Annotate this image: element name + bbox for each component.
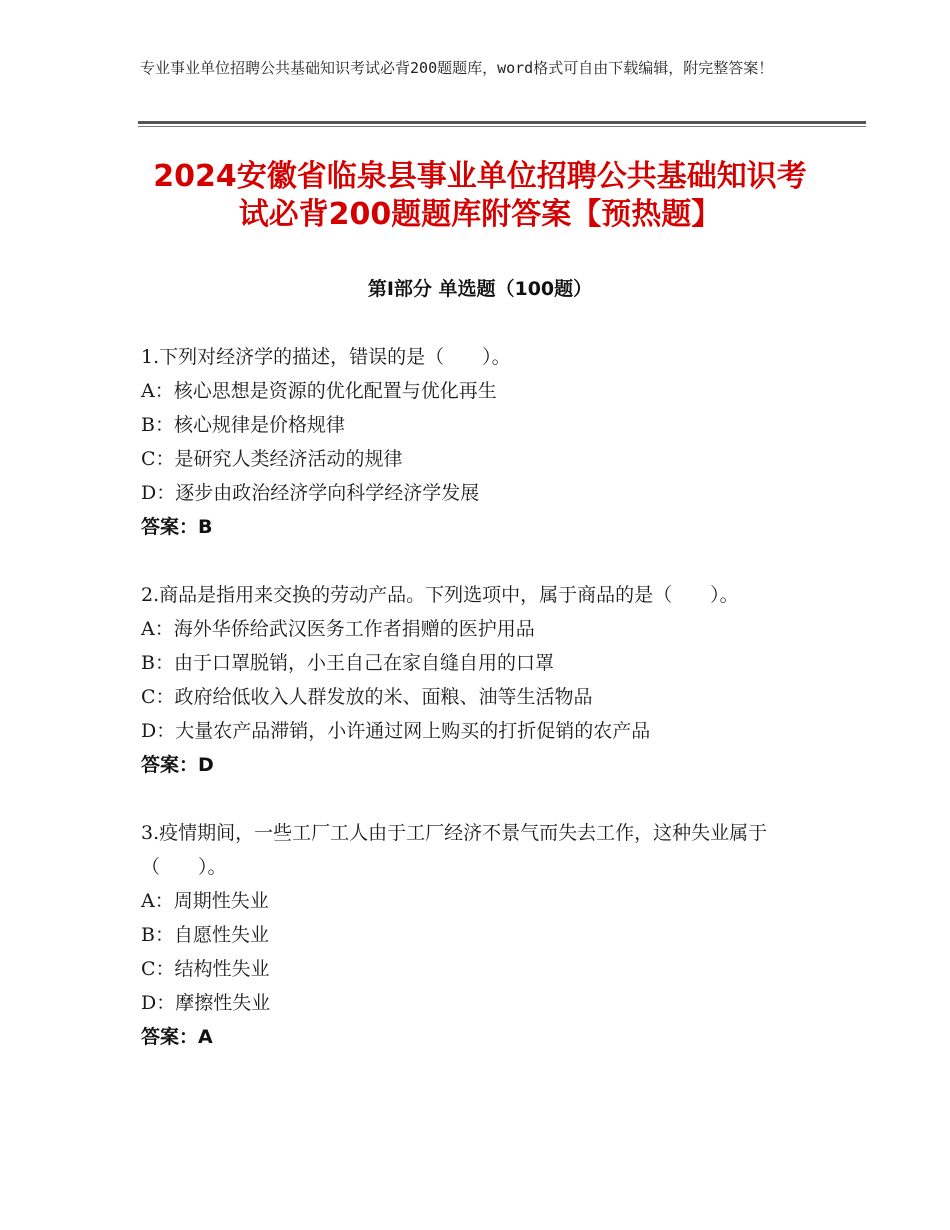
option-c: C：政府给低收入人群发放的米、面粮、油等生活物品: [141, 686, 593, 708]
option-b: B：核心规律是价格规律: [141, 414, 345, 436]
document-title: 2024安徽省临泉县事业单位招聘公共基础知识考试必背200题题库附答案【预热题】: [153, 159, 807, 232]
header-rule-thick: [138, 121, 866, 124]
question-stem: 2.商品是指用来交换的劳动产品。下列选项中，属于商品的是（ ）。: [141, 584, 739, 606]
question-stem: 3.疫情期间，一些工厂工人由于工厂经济不景气而失去工作，这种失业属于（ ）。: [141, 822, 768, 878]
answer-line: 答案：D: [141, 754, 214, 776]
option-c: C：是研究人类经济活动的规律: [141, 448, 403, 470]
option-a: A：海外华侨给武汉医务工作者捐赠的医护用品: [141, 618, 535, 640]
option-b: B：自愿性失业: [141, 924, 269, 946]
option-a: A：周期性失业: [141, 890, 269, 912]
header-rule-thin: [138, 126, 866, 127]
question-1: [141, 340, 821, 544]
question-3: [141, 816, 821, 1054]
section-heading: 第Ⅰ部分 单选题（100题）: [367, 278, 593, 300]
option-d: D：摩擦性失业: [141, 992, 271, 1014]
question-2: [141, 578, 821, 782]
question-list: [141, 340, 821, 1088]
answer-line: 答案：A: [141, 1026, 213, 1048]
option-c: C：结构性失业: [141, 958, 270, 980]
option-d: D：大量农产品滞销，小许通过网上购买的打折促销的农产品: [141, 720, 651, 742]
answer-line: 答案：B: [141, 516, 213, 538]
question-stem: 1.下列对经济学的描述，错误的是（ ）。: [141, 346, 511, 368]
option-a: A：核心思想是资源的优化配置与优化再生: [141, 380, 497, 402]
option-d: D：逐步由政治经济学向科学经济学发展: [141, 482, 480, 504]
option-b: B：由于口罩脱销，小王自己在家自缝自用的口罩: [141, 652, 554, 674]
header-note: 专业事业单位招聘公共基础知识考试必背200题题库，word格式可自由下载编辑，附完整答案！: [140, 59, 774, 77]
